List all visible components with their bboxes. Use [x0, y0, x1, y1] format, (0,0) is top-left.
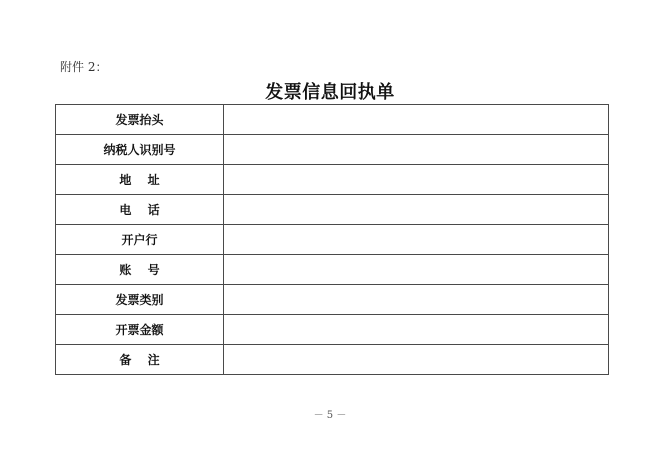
row-label-phone: 电 话 [56, 195, 224, 225]
row-value-invoice-amount[interactable] [224, 315, 609, 345]
table-row [56, 285, 609, 315]
row-value-invoice-type[interactable] [224, 285, 609, 315]
table-row [56, 165, 609, 195]
table-row [56, 315, 609, 345]
attachment-label: 附件 2： [60, 60, 108, 74]
row-label-address: 地 址 [56, 165, 224, 195]
row-label-invoice-header: 发票抬头 [56, 105, 224, 135]
row-label-bank: 开户行 [56, 225, 224, 255]
table-row [56, 105, 609, 135]
table-row [56, 225, 609, 255]
invoice-info-table [55, 104, 609, 375]
row-value-account[interactable] [224, 255, 609, 285]
row-value-taxpayer-id[interactable] [224, 135, 609, 165]
table-row [56, 135, 609, 165]
document-title: 发票信息回执单 [265, 82, 395, 103]
page-number: － 5 － [313, 410, 347, 421]
table-row [56, 195, 609, 225]
row-value-remarks[interactable] [224, 345, 609, 375]
row-value-bank[interactable] [224, 225, 609, 255]
row-label-account: 账 号 [56, 255, 224, 285]
row-label-invoice-amount: 开票金额 [56, 315, 224, 345]
table-row [56, 255, 609, 285]
row-label-remarks: 备 注 [56, 345, 224, 375]
table-row [56, 345, 609, 375]
row-label-taxpayer-id: 纳税人识别号 [56, 135, 224, 165]
row-value-address[interactable] [224, 165, 609, 195]
row-label-invoice-type: 发票类别 [56, 285, 224, 315]
row-value-phone[interactable] [224, 195, 609, 225]
row-value-invoice-header[interactable] [224, 105, 609, 135]
